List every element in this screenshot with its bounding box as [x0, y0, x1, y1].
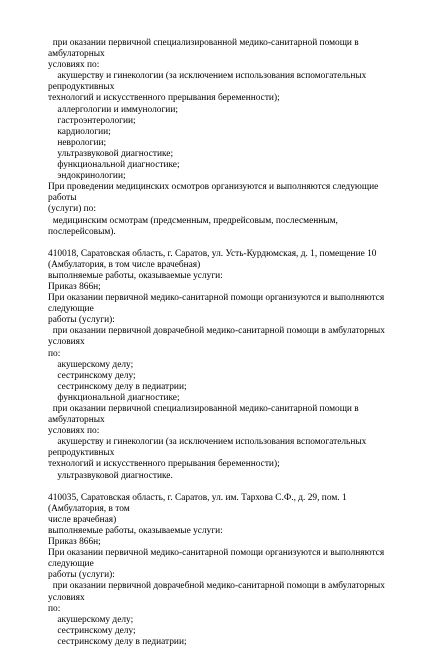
text-line: функциональной диагностике;	[48, 160, 180, 171]
text-line: кардиологии;	[48, 126, 111, 137]
paragraph-gap	[48, 238, 390, 249]
text-line: выполняемые работы, оказываемые услуги:	[48, 270, 223, 281]
text-line: акушерству и гинекологии (за исключением использования вспомогательных репродуктивных	[48, 437, 369, 459]
text-line: по:	[48, 348, 61, 359]
text-line: При оказании первичной медико-санитарной помощи организуются и выполняются следующие	[48, 293, 387, 315]
text-line: 410018, Саратовская область, г. Саратов, ул. Усть-Курдюмская, д. 1, помещение 10	[48, 248, 377, 259]
text-line: технологий и искусственного прерывания беременности);	[48, 93, 280, 104]
text-line: ультразвуковой диагностике.	[48, 470, 173, 481]
text-line: Приказ 866н;	[48, 537, 101, 548]
text-line: условиях по:	[48, 60, 100, 71]
text-line: работы (услуги):	[48, 570, 115, 581]
text-line: Приказ 866н;	[48, 281, 101, 292]
text-line: выполняемые работы, оказываемые услуги:	[48, 525, 223, 536]
text-line: акушерству и гинекологии (за исключением использования вспомогательных репродуктивных	[48, 71, 369, 93]
text-line: сестринскому делу в педиатрии;	[48, 381, 187, 392]
text-line: при оказании первичной доврачебной медико-санитарной помощи в амбулаторных условиях	[48, 326, 388, 348]
text-line: акушерскому делу;	[48, 614, 134, 625]
paragraph-gap	[48, 482, 390, 493]
document-section	[48, 38, 390, 238]
text-line: При оказании первичной медико-санитарной помощи организуются и выполняются следующие	[48, 548, 387, 570]
text-line: 410035, Саратовская область, г. Саратов, ул. им. Тархова С.Ф., д. 29, пом. 1 (Амбулатория, в том	[48, 492, 349, 514]
text-line: числе врачебная)	[48, 514, 117, 525]
text-line: сестринскому делу;	[48, 625, 136, 636]
document-body	[48, 38, 390, 648]
text-line: гастроэнтерологии;	[48, 115, 136, 126]
text-line: неврологии;	[48, 137, 107, 148]
text-line: при оказании первичной специализированной медико-санитарной помощи в амбулаторных	[48, 38, 362, 60]
text-line: условиях по:	[48, 426, 100, 437]
text-line: медицинским осмотрам (предсменным, предрейсовым, послесменным, послерейсовым).	[48, 215, 341, 237]
text-line: при оказании первичной доврачебной медико-санитарной помощи в амбулаторных условиях	[48, 581, 388, 603]
text-line: аллергологии и иммунологии;	[48, 104, 178, 115]
text-line: сестринскому делу в педиатрии;	[48, 636, 187, 647]
text-line: по:	[48, 603, 61, 614]
text-line: технологий и искусственного прерывания беременности);	[48, 459, 280, 470]
text-line: При проведении медицинских осмотров организуются и выполняются следующие работы	[48, 182, 381, 204]
text-line: функциональной диагностике;	[48, 392, 180, 403]
text-line: эндокринологии;	[48, 171, 126, 182]
document-section	[48, 493, 390, 648]
text-line: при оказании первичной специализированной медико-санитарной помощи в амбулаторных	[48, 404, 362, 426]
text-line: (услуги) по:	[48, 204, 96, 215]
document-section	[48, 249, 390, 482]
text-line: работы (услуги):	[48, 315, 115, 326]
text-line: акушерскому делу;	[48, 359, 134, 370]
text-line: ультразвуковой диагностике;	[48, 148, 174, 159]
text-line: сестринскому делу;	[48, 370, 136, 381]
text-line: (Амбулатория, в том числе врачебная)	[48, 259, 201, 270]
